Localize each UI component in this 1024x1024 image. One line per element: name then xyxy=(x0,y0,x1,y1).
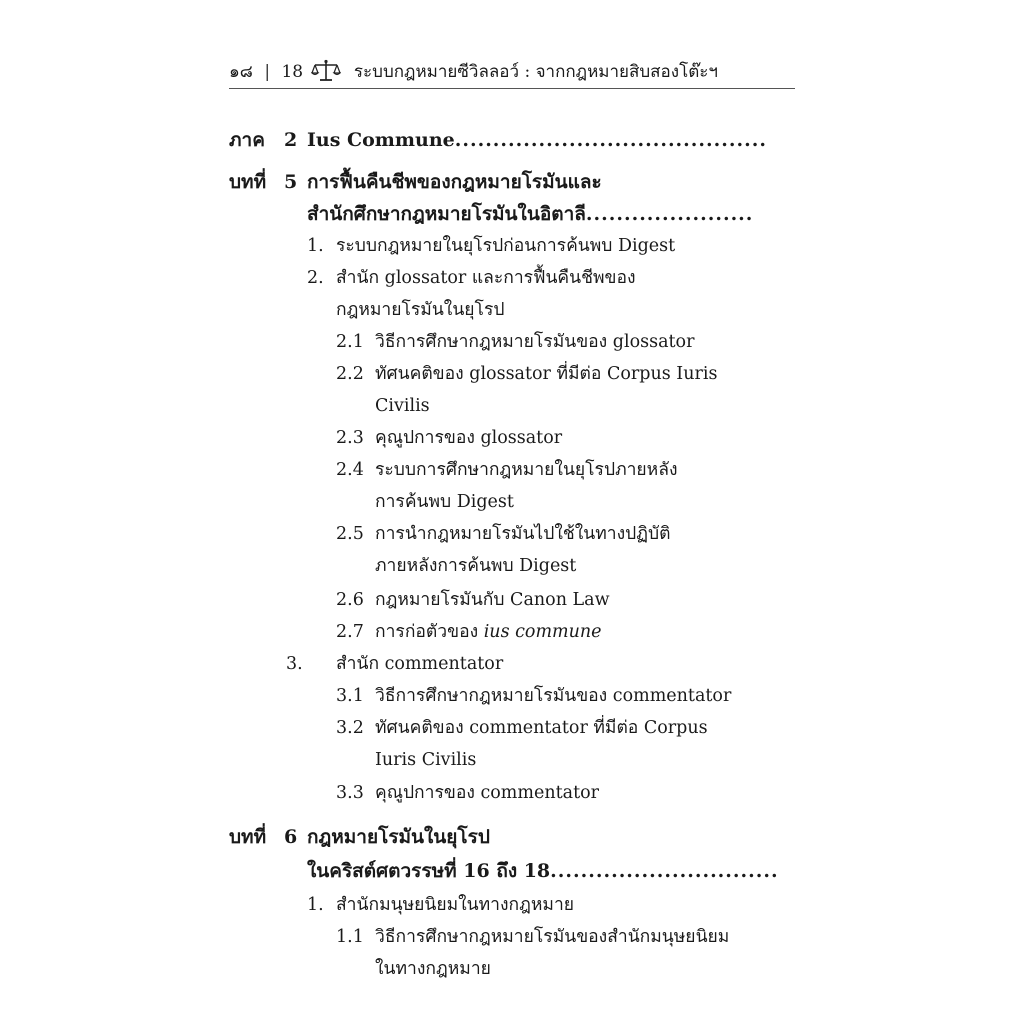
entry-title: การนำกฎหมายโรมันไปใช้ในทางปฏิบัติ xyxy=(375,524,671,544)
entry-title: วิธีการศึกษากฎหมายโรมันของ glossator xyxy=(375,332,695,352)
chapter-title-line2 xyxy=(307,855,779,887)
chapter-prefix: บทที่ xyxy=(229,826,267,848)
entry-number: 2.7 xyxy=(336,622,364,642)
entry-title: วิธีการศึกษากฎหมายโรมันของสำนักมนุษยนิยม xyxy=(375,927,730,947)
header-divider: | xyxy=(264,62,271,82)
chapter-title-line2 xyxy=(307,198,753,230)
entry-number: 2. xyxy=(307,268,324,288)
part-title-line xyxy=(307,124,767,156)
entry-number: 1.1 xyxy=(336,927,364,947)
entry-number: 1. xyxy=(307,895,324,915)
book-title: ระบบกฎหมายซีวิลลอว์ : จากกฎหมายสิบสองโต๊ะฯ xyxy=(353,62,718,82)
entry-title-cont: ในทางกฎหมาย xyxy=(375,959,491,979)
chapter-number: 5 xyxy=(284,171,298,193)
entry-title: ระบบกฎหมายในยุโรปก่อนการค้นพบ Digest xyxy=(336,236,676,256)
entry-title-text: การก่อตัวของ xyxy=(375,622,484,642)
entry-title: คุณูปการของ commentator xyxy=(375,783,600,803)
entry-title: สำนักมนุษยนิยมในทางกฎหมาย xyxy=(336,895,575,915)
entry-number: 3. xyxy=(286,654,303,674)
entry-title-italic: ius commune xyxy=(483,622,602,642)
running-header xyxy=(229,58,795,89)
entry-title: สำนัก glossator และการฟื้นคืนชีพของ xyxy=(336,268,636,288)
leader-dots: ...................... xyxy=(585,203,754,225)
chapter-title-line1: กฎหมายโรมันในยุโรป xyxy=(307,826,490,848)
entry-title: สำนัก commentator xyxy=(336,654,504,674)
entry-number: 1. xyxy=(307,236,324,256)
chapter-prefix: บทที่ xyxy=(229,171,267,193)
entry-title-cont: การค้นพบ Digest xyxy=(375,492,514,512)
chapter-number: 6 xyxy=(284,826,298,848)
entry-number: 2.6 xyxy=(336,590,364,610)
entry-title xyxy=(375,616,602,648)
entry-title: กฎหมายโรมันกับ Canon Law xyxy=(375,590,610,610)
entry-title: วิธีการศึกษากฎหมายโรมันของ commentator xyxy=(375,686,732,706)
page-number: 18 xyxy=(281,62,304,82)
chapter-title-line1: การฟื้นคืนชีพของกฎหมายโรมันและ xyxy=(307,171,602,193)
thai-page-number: ๑๘ xyxy=(229,62,253,82)
entry-number: 3.1 xyxy=(336,686,364,706)
entry-title-cont: กฎหมายโรมันในยุโรป xyxy=(336,300,505,320)
entry-title-cont: Civilis xyxy=(375,396,430,416)
chapter-title-text: สำนักศึกษากฎหมายโรมันในอิตาลี xyxy=(307,203,586,225)
part-title: Ius Commune xyxy=(307,129,455,151)
entry-title: ทัศนคติของ commentator ที่มีต่อ Corpus xyxy=(375,718,708,738)
entry-number: 3.3 xyxy=(336,783,364,803)
entry-number: 2.4 xyxy=(336,460,364,480)
entry-number: 2.2 xyxy=(336,364,364,384)
entry-number: 3.2 xyxy=(336,718,364,738)
part-number: 2 xyxy=(284,129,298,151)
entry-number: 2.1 xyxy=(336,332,364,352)
part-prefix: ภาค xyxy=(229,129,265,151)
leader-dots: ......................................... xyxy=(454,129,767,151)
scales-of-justice-icon xyxy=(311,59,341,83)
entry-title: ระบบการศึกษากฎหมายในยุโรปภายหลัง xyxy=(375,460,678,480)
chapter-title-text: ในคริสต์ศตวรรษที่ 16 ถึง 18 xyxy=(307,860,551,882)
entry-number: 2.3 xyxy=(336,428,364,448)
leader-dots: .............................. xyxy=(550,860,779,882)
entry-title-cont: Iuris Civilis xyxy=(375,750,477,770)
entry-title-cont: ภายหลังการค้นพบ Digest xyxy=(375,556,577,576)
entry-title: ทัศนคติของ glossator ที่มีต่อ Corpus Iuris xyxy=(375,364,718,384)
entry-title: คุณูปการของ glossator xyxy=(375,428,563,448)
entry-number: 2.5 xyxy=(336,524,364,544)
